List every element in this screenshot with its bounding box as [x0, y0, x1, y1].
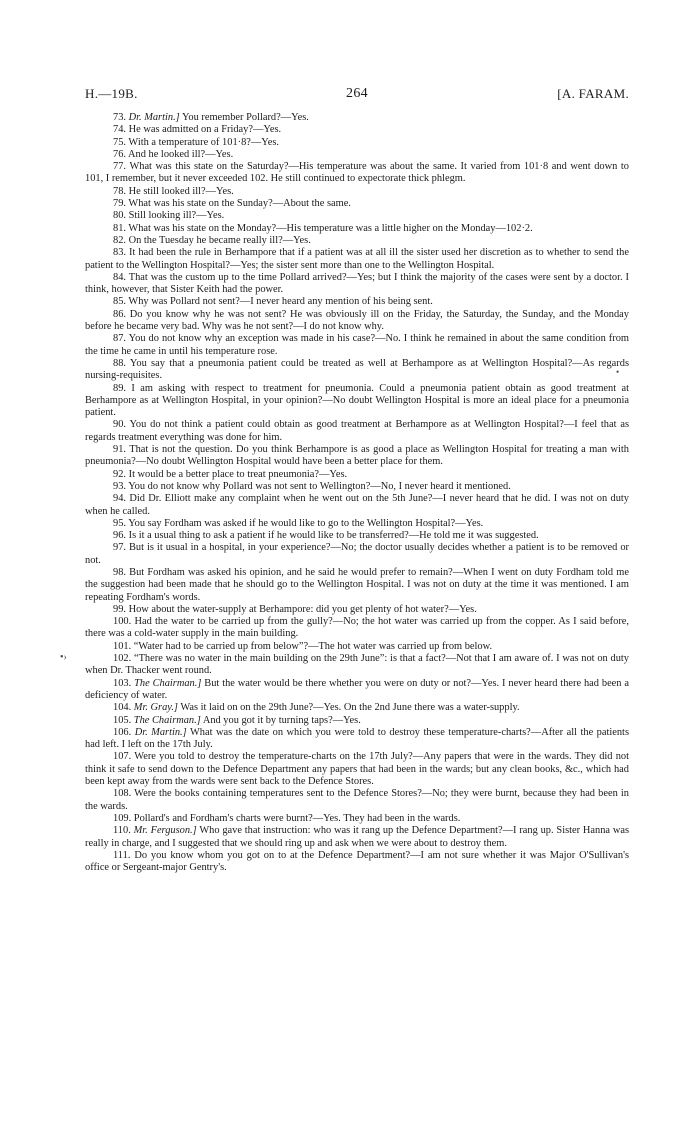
transcript-body — [85, 112, 629, 874]
question-answer-text: You do not think a patient could obtain as good treatment at Berhampore as at Wellington Hospital?—I feel that as regards treatment everything was done for him. — [85, 419, 629, 443]
question-number: 74. — [113, 124, 126, 136]
question-paragraph — [85, 493, 629, 518]
question-answer-text: And he looked ill?—Yes. — [128, 148, 234, 160]
question-number: 93. — [113, 480, 126, 492]
page-header — [85, 86, 629, 104]
question-answer-text: You say Fordham was asked if he would like to go to the Wellington Hospital?—Yes. — [128, 517, 484, 529]
question-paragraph — [85, 223, 629, 235]
question-paragraph — [85, 616, 629, 641]
question-number: 110. — [113, 825, 131, 837]
question-answer-text: What was the date on which you were told to destroy these temperature-charts?—After all the patients had left. I left on the 17th July. — [85, 726, 629, 751]
question-answer-text: You do not know why an exception was made in his case?—No. I think he remained in about the same condition from the time he came in until his temperature rose. — [85, 333, 629, 357]
question-paragraph — [85, 333, 629, 358]
question-paragraph — [85, 641, 629, 653]
question-paragraph — [85, 383, 629, 420]
question-answer-text: That is not the question. Do you think Berhampore is as good a place as Wellington Hospital for treating a man with pneumonia?—No doubt Wellington Hospital would have been a better place for them. — [85, 444, 629, 468]
question-answer-text: With a temperature of 101·8?—Yes. — [128, 136, 280, 148]
question-paragraph — [85, 272, 629, 297]
question-number: 80. — [113, 210, 126, 222]
question-answer-text: You say that a pneumonia patient could be treated as well at Berhampore as at Wellington Hospital?—As regards nursing-requisites. — [85, 357, 629, 382]
question-paragraph — [85, 419, 629, 444]
question-paragraph — [85, 296, 629, 308]
paper-reference: H.—19B. — [85, 86, 138, 101]
question-paragraph — [85, 186, 629, 198]
question-answer-text: I am asking with respect to treatment for pneumonia. Could a pneumonia patient obtain as good treatment at Berhampore as at Wellington Hospital, in your opinion?—No doubt Wellington Hospital is more an ideal place for a pneumonia patient. — [85, 382, 629, 419]
question-answer-text: Who gave that instruction: who was it rang up the Defence Department?—I rang up. Sister Hanna was really in charge, and I suggested that we should ring up and ask when we were about to destroy them. — [85, 825, 629, 849]
question-number: 109. — [113, 812, 132, 824]
question-answer-text: He was admitted on a Friday?—Yes. — [128, 124, 282, 136]
question-answer-text: Was it laid on on the 29th June?—Yes. On the 2nd June there was a water-supply. — [180, 702, 520, 714]
question-number: 83. — [113, 247, 126, 259]
question-answer-text: “Water had to be carried up from below”?—The hot water was carried up from below. — [133, 640, 493, 652]
question-number: 99. — [113, 603, 126, 615]
question-answer-text: But the water would be there whether you were on duty or not?—Yes. I never heard there had been a deficiency of water. — [85, 677, 629, 701]
question-paragraph — [85, 210, 629, 222]
question-number: 87. — [113, 333, 126, 345]
question-paragraph — [85, 124, 629, 136]
question-answer-text: He still looked ill?—Yes. — [128, 185, 234, 197]
question-paragraph — [85, 542, 629, 567]
question-number: 92. — [113, 468, 126, 480]
question-paragraph — [85, 825, 629, 850]
question-paragraph — [85, 137, 629, 149]
question-number: 82. — [113, 234, 126, 246]
question-answer-text: It would be a better place to treat pneumonia?—Yes. — [128, 468, 348, 480]
question-number: 75. — [113, 136, 126, 148]
speaker-name: Dr. Martin.] — [134, 726, 187, 738]
question-number: 105. — [113, 714, 132, 726]
question-answer-text: You remember Pollard?—Yes. — [181, 112, 309, 123]
question-paragraph — [85, 567, 629, 604]
question-answer-text: And you got it by turning taps?—Yes. — [202, 714, 361, 726]
question-answer-text: That was the custom up to the time Pollard arrived?—Yes; but I think the majority of the cases were sent by a doctor. I think, however, that Sister Keith had the power. — [85, 271, 629, 296]
question-paragraph — [85, 112, 629, 124]
question-answer-text: Were the books containing temperatures sent to the Defence Stores?—No; they were burnt, because they had been in the wards. — [85, 788, 629, 812]
question-number: 108. — [113, 788, 132, 800]
question-number: 78. — [113, 185, 126, 197]
question-paragraph — [85, 358, 629, 383]
question-number: 86. — [113, 308, 126, 320]
question-answer-text: Still looking ill?—Yes. — [128, 210, 225, 222]
question-paragraph — [85, 788, 629, 813]
speaker-name: The Chairman.] — [134, 677, 202, 689]
question-paragraph — [85, 149, 629, 161]
speaker-name: The Chairman.] — [133, 714, 201, 726]
question-answer-text: Why was Pollard not sent?—I never heard any mention of his being sent. — [128, 296, 433, 308]
question-number: 97. — [113, 542, 126, 554]
question-answer-text: On the Tuesday he became really ill?—Yes. — [128, 234, 311, 246]
question-number: 111. — [113, 849, 131, 861]
question-paragraph — [85, 727, 629, 752]
question-paragraph — [85, 198, 629, 210]
question-paragraph — [85, 235, 629, 247]
question-number: 106. — [113, 726, 132, 738]
question-paragraph — [85, 751, 629, 788]
question-number: 79. — [113, 198, 126, 210]
question-number: 98. — [113, 566, 126, 578]
question-number: 103. — [113, 677, 132, 689]
question-paragraph — [85, 518, 629, 530]
question-paragraph — [85, 161, 629, 186]
question-answer-text: What was this state on the Saturday?—His temperature was about the same. It varied from 101·8 and went down to 101, I remember, but it never exceeded 102. He still continued to expectorate thick phlegm. — [85, 161, 629, 185]
speaker-name: Dr. Martin.] — [128, 112, 180, 123]
question-answer-text: Pollard's and Fordham's charts were burnt?—Yes. They had been in the wards. — [133, 812, 461, 824]
question-number: 77. — [113, 161, 126, 173]
question-paragraph — [85, 715, 629, 727]
question-paragraph — [85, 530, 629, 542]
question-number: 76. — [113, 148, 126, 160]
page-number: 264 — [346, 86, 368, 101]
question-answer-text: But Fordham was asked his opinion, and he said he would prefer to remain?—When I went on duty Fordham told me the suggestion had been made that he should go to the Wellington Hospital. I was not on duty at the time it was mentioned. I am repeating Fordham's words. — [85, 566, 629, 603]
question-number: 73. — [113, 112, 126, 123]
question-answer-text: It had been the rule in Berhampore that if a patient was at all ill the sister used her discretion as to whether to send the patient to the Wellington Hospital?—Yes; the sister sent more than one to the Wellington Hospital. — [85, 247, 629, 271]
question-paragraph — [85, 702, 629, 714]
speaker-name: Mr. Gray.] — [133, 702, 178, 714]
question-answer-text: Were you told to destroy the temperature-charts on the 17th July?—Any papers that were in the wards. They did not think it safe to send down to the Defence Department any papers that had been in the wards; but any clean books, &c., which had been kept away from the wards were sent back to the Defence Stores. — [85, 751, 629, 788]
question-number: 91. — [113, 444, 126, 456]
question-number: 90. — [113, 419, 126, 431]
question-answer-text: But is it usual in a hospital, in your experience?—No; the doctor usually decides whether a patient is to be removed or not. — [85, 542, 629, 566]
margin-pointer-mark: •› — [60, 652, 67, 663]
question-paragraph — [85, 469, 629, 481]
question-paragraph — [85, 850, 629, 875]
question-number: 104. — [113, 702, 132, 714]
question-paragraph — [85, 604, 629, 616]
question-number: 101. — [113, 640, 132, 652]
question-paragraph — [85, 481, 629, 493]
question-number: 84. — [113, 271, 126, 283]
question-paragraph — [85, 444, 629, 469]
question-answer-text: What was his state on the Sunday?—About the same. — [128, 198, 351, 210]
question-number: 89. — [113, 382, 126, 394]
question-paragraph — [85, 813, 629, 825]
question-answer-text: Had the water to be carried up from the gully?—No; the hot water was carried up from the copper. As I said before, there was a cold-water supply in the main building. — [85, 616, 629, 640]
question-number: 95. — [113, 517, 126, 529]
question-answer-text: What was his state on the Monday?—His temperature was a little higher on the Monday—102·2. — [128, 222, 533, 234]
question-paragraph — [85, 653, 629, 678]
question-number: 100. — [113, 616, 132, 628]
question-number: 96. — [113, 530, 126, 542]
question-answer-text: How about the water-supply at Berhampore: did you get plenty of hot water?—Yes. — [128, 603, 477, 615]
question-paragraph — [85, 247, 629, 272]
question-number: 102. — [113, 653, 132, 665]
question-number: 85. — [113, 296, 126, 308]
question-answer-text: Is it a usual thing to ask a patient if he would like to be transferred?—He told me it was suggested. — [128, 530, 539, 542]
question-number: 81. — [113, 222, 126, 234]
question-answer-text: You do not know why Pollard was not sent to Wellington?—No, I never heard it mentioned. — [128, 480, 511, 492]
witness-name: [A. FARAM. — [557, 86, 629, 101]
question-number: 94. — [113, 493, 126, 505]
question-answer-text: Did Dr. Elliott make any complaint when he went out on the 5th June?—I never heard that he did. I was not on duty when he called. — [85, 493, 629, 517]
question-number: 107. — [113, 751, 132, 763]
speaker-name: Mr. Ferguson.] — [133, 825, 197, 837]
printing-speck: • — [616, 367, 620, 377]
question-paragraph — [85, 309, 629, 334]
question-answer-text: Do you know why he was not sent? He was obviously ill on the Friday, the Saturday, the Sunday, and the Monday before he became very bad. Why was he not sent?—I do not know why. — [85, 308, 629, 333]
question-answer-text: Do you know whom you got on to at the Defence Department?—I am not sure whether it was Major O'Sullivan's office or Sergeant-major Gentry's. — [85, 849, 629, 874]
question-answer-text: “There was no water in the main building on the 29th June”: is that a fact?—Not that I am aware of. I was not on duty when Dr. Thacker went round. — [85, 653, 629, 677]
question-paragraph — [85, 678, 629, 703]
question-number: 88. — [113, 357, 126, 369]
